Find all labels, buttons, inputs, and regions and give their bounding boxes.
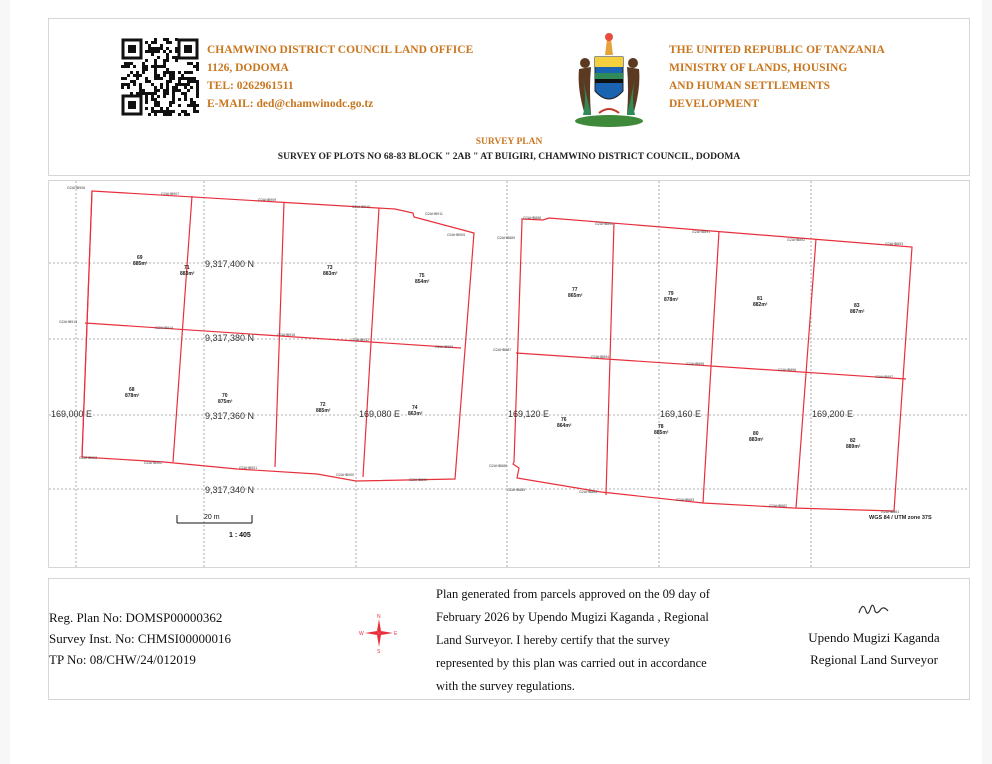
beacon-label: G2AHB890 xyxy=(595,222,614,226)
qr-code xyxy=(121,38,199,116)
datum-label: WGS 84 / UTM zone 37S xyxy=(869,515,932,521)
plot-number: 79 xyxy=(668,291,674,297)
plot-number: 77 xyxy=(572,287,578,293)
scale-ratio: 1 : 405 xyxy=(229,532,251,539)
boundary-line xyxy=(85,323,461,348)
plot-area: 885m² xyxy=(654,430,669,436)
beacon-label: G2AHB897 xyxy=(875,375,894,379)
plot-number: 81 xyxy=(757,296,763,302)
plot-area: 878m² xyxy=(664,297,679,303)
beacon-label: G2AHB886 xyxy=(489,464,508,468)
plot-number: 80 xyxy=(753,431,759,437)
plot-area: 864m² xyxy=(557,423,572,429)
plot-area: 885m² xyxy=(133,261,148,267)
northing-label: 9,317,380 N xyxy=(205,333,255,343)
surveyor-name: Upendo Mugizi Kaganda xyxy=(808,630,940,645)
surveyor-title: Regional Land Surveyor xyxy=(810,652,938,667)
beacon-label: G2AHB883 xyxy=(676,498,695,502)
ministry-name: MINISTRY OF LANDS, HOUSING xyxy=(669,62,848,74)
scale-bar xyxy=(177,514,252,539)
plot-number: 74 xyxy=(412,405,418,411)
beacon-label: G2AHB909 xyxy=(258,198,277,202)
easting-label: 169,120 E xyxy=(508,409,550,419)
beacon-label: G2AHB904 xyxy=(435,345,454,349)
survey-plan-page xyxy=(10,0,982,764)
reg-plan-number: Reg. Plan No: DOMSP00000362 xyxy=(49,610,223,625)
office-address-block xyxy=(207,41,473,113)
plot-area: 883m² xyxy=(749,437,764,443)
beacon-label: G2AHB896 xyxy=(778,368,797,372)
northing-label: 9,317,340 N xyxy=(205,485,255,495)
plan-references xyxy=(49,607,231,670)
northing-label: 9,317,400 N xyxy=(205,259,255,269)
beacon-label: G2AHB902 xyxy=(144,461,163,465)
easting-label: 169,160 E xyxy=(660,409,702,419)
compass-rose-icon xyxy=(359,613,399,653)
plot-number: 76 xyxy=(561,417,567,423)
plot-number: 73 xyxy=(327,265,333,271)
block-right-outline xyxy=(513,218,912,511)
beacon-label: G2AHB900 xyxy=(336,473,355,477)
northing-label: 9,317,360 N xyxy=(205,411,255,421)
boundary-line xyxy=(703,231,719,503)
survey-instrument-number: Survey Inst. No: CHMSI00000016 xyxy=(49,631,232,646)
easting-label: 169,000 E xyxy=(51,409,93,419)
beacon-label: G2AHB884 xyxy=(579,490,598,494)
surveyor-block xyxy=(794,627,954,671)
office-name: CHAMWINO DISTRICT COUNCIL LAND OFFICE xyxy=(207,44,474,56)
beacon-label: G2AHB907 xyxy=(161,192,180,196)
plot-number: 82 xyxy=(850,438,856,444)
office-tel: TEL: 0262961511 xyxy=(207,80,294,92)
surveyor-signature xyxy=(857,599,891,619)
plot-area: 882m² xyxy=(753,302,768,308)
plan-type-title: SURVEY PLAN xyxy=(475,137,543,147)
beacon-label: G2AHB910 xyxy=(352,205,371,209)
compass-east: E xyxy=(394,631,398,637)
plan-footer xyxy=(48,578,970,700)
beacon-label: G2AHB914 xyxy=(155,326,174,330)
plot-area: 883m² xyxy=(323,271,338,277)
beacon-label: G2AHB889 xyxy=(497,236,516,240)
beacon-label: G2AHB881 xyxy=(881,510,900,514)
survey-map xyxy=(49,181,969,567)
beacon-label: G2AHB895 xyxy=(686,362,705,366)
beacon-label: G2AHB893 xyxy=(885,242,904,246)
plot-number: 75 xyxy=(419,273,425,279)
easting-label: 169,200 E xyxy=(812,409,854,419)
plot-area: 887m² xyxy=(850,309,865,315)
beacon-label: G2AHB903 xyxy=(79,456,98,460)
beacon-label: G2AHB901 xyxy=(239,466,258,470)
plot-area: 883m² xyxy=(180,271,195,277)
certification-text xyxy=(436,583,781,698)
beacon-label: G2AHB887 xyxy=(493,348,512,352)
plot-number: 83 xyxy=(854,303,860,309)
office-email: E-MAIL: ded@chamwinodc.go.tz xyxy=(207,98,374,110)
beacon-label: G2AHB912 xyxy=(351,338,370,342)
plot-area: 878m² xyxy=(125,393,140,399)
plot-number: 71 xyxy=(184,265,190,271)
beacon-label: G2AHB899 xyxy=(409,478,428,482)
beacon-label: G2AHB885 xyxy=(507,488,526,492)
plot-area: 889m² xyxy=(846,444,861,450)
plot-number: 69 xyxy=(137,255,143,261)
plot-number: 68 xyxy=(129,387,135,393)
easting-label: 169,080 E xyxy=(359,409,401,419)
certification-line: Plan generated from parcels approved on the 09 day of xyxy=(436,587,710,601)
office-box: 1126, DODOMA xyxy=(207,62,289,74)
beacon-label: G2AHB882 xyxy=(769,504,788,508)
ministry-block xyxy=(669,41,885,113)
beacon-label: G2AHB894 xyxy=(591,355,610,359)
plot-area: 854m² xyxy=(415,279,430,285)
scale-bar-label: 20 m xyxy=(204,514,220,521)
compass-west: W xyxy=(359,631,364,637)
plot-number: 78 xyxy=(658,424,664,430)
beacon-label: G2AHB905 xyxy=(447,233,466,237)
plot-number: 72 xyxy=(320,402,326,408)
plot-area: 885m² xyxy=(316,408,331,414)
beacon-label: G2AHB913 xyxy=(59,320,78,324)
plot-area: 875m² xyxy=(218,399,233,405)
plan-header xyxy=(48,18,970,176)
certification-line: with the survey regulations. xyxy=(436,679,575,693)
certification-line: February 2026 by Upendo Mugizi Kaganda , Regional xyxy=(436,610,709,624)
plot-area: 865m² xyxy=(568,293,583,299)
plot-area: 863m² xyxy=(408,411,423,417)
plot-number: 70 xyxy=(222,393,228,399)
beacon-label: G2AHB911 xyxy=(425,212,443,216)
ministry-country: THE UNITED REPUBLIC OF TANZANIA xyxy=(669,44,885,56)
ministry-name-3: DEVELOPMENT xyxy=(669,98,760,110)
compass-south: S xyxy=(377,649,381,653)
beacon-label: G2AHB888 xyxy=(523,216,542,220)
beacon-label: G2AHB891 xyxy=(692,230,711,234)
tp-number: TP No: 08/CHW/24/012019 xyxy=(49,652,196,667)
survey-map-frame xyxy=(48,180,970,568)
certification-line: Land Surveyor. I hereby certify that the survey xyxy=(436,633,670,647)
certification-line: represented by this plan was carried out in accordance xyxy=(436,656,707,670)
compass-north: N xyxy=(377,614,381,620)
beacon-label: G2AHB892 xyxy=(787,238,806,242)
plan-subject-title: SURVEY OF PLOTS NO 68-83 BLOCK " 2AB " AT BUIGIRI, CHAMWINO DISTRICT COUNCIL, DODOMA xyxy=(277,152,741,162)
coat-of-arms-emblem xyxy=(569,29,649,129)
boundary-line xyxy=(796,239,816,508)
beacon-label: G2AHB908 xyxy=(67,186,86,190)
ministry-name-2: AND HUMAN SETTLEMENTS xyxy=(669,80,831,92)
beacon-label: G2AHB915 xyxy=(277,333,296,337)
